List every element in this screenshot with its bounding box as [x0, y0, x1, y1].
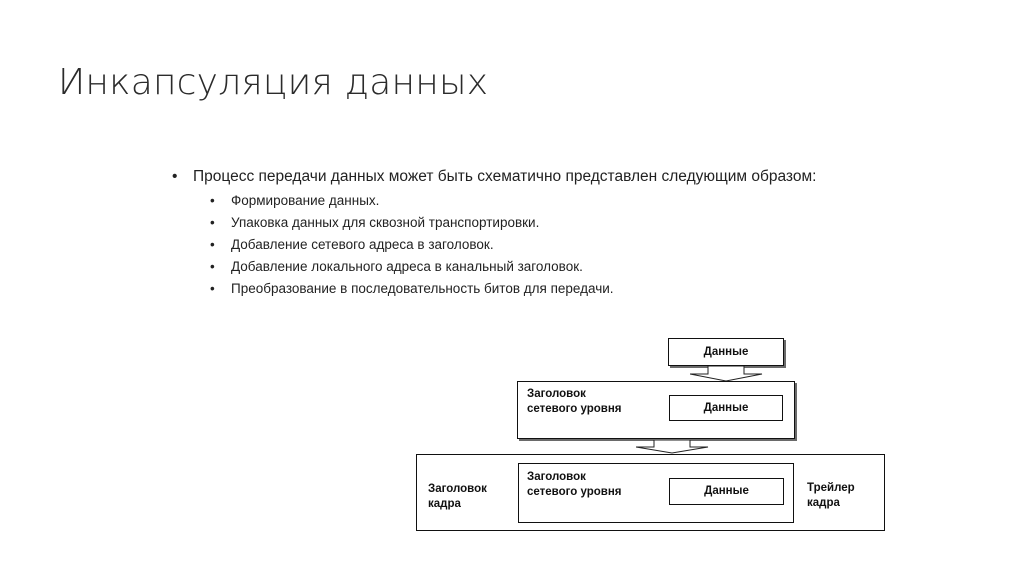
bullet-marker: •	[210, 237, 215, 252]
bullet-marker: •	[210, 281, 215, 296]
bullet-marker: •	[210, 193, 215, 208]
sub-bullet	[210, 234, 852, 256]
frame-header-label: Заголовок кадра	[428, 483, 487, 510]
sub-bullet-text: Преобразование в последовательность битов для передачи.	[231, 281, 614, 296]
bullet-marker: •	[210, 259, 215, 274]
data-box-label: Данные	[703, 401, 749, 414]
down-arrow-1-icon	[690, 366, 764, 382]
data-box-label: Данные	[703, 345, 749, 358]
bullet-list	[172, 167, 852, 300]
data-box-level1	[668, 338, 784, 366]
network-packet-box	[517, 381, 795, 439]
frame-box	[416, 454, 885, 531]
sub-bullet	[210, 212, 852, 234]
sub-bullet-text: Добавление локального адреса в канальный заголовок.	[231, 259, 583, 274]
sub-bullet-text: Упаковка данных для сквозной транспортировки.	[231, 215, 540, 230]
sub-bullet	[210, 190, 852, 212]
network-header-label: Заголовок сетевого уровня	[527, 388, 622, 415]
sub-bullet-list	[172, 190, 852, 300]
frame-trailer-label: Трейлер кадра	[807, 482, 855, 509]
main-bullet	[172, 167, 852, 186]
data-box-label: Данные	[704, 485, 749, 497]
data-box-level2	[669, 395, 783, 421]
sub-bullet	[210, 256, 852, 278]
network-packet-box-inner	[518, 463, 794, 523]
slide-title: Инкапсуляция данных	[58, 62, 489, 103]
bullet-marker: •	[172, 168, 178, 185]
bullet-marker: •	[210, 215, 215, 230]
network-header-label: Заголовок сетевого уровня	[527, 471, 622, 498]
data-box-level3	[669, 478, 784, 505]
sub-bullet	[210, 278, 852, 300]
main-bullet-text: Процесс передачи данных может быть схематично представлен следующим образом:	[193, 168, 817, 185]
sub-bullet-text: Формирование данных.	[231, 193, 380, 208]
sub-bullet-text: Добавление сетевого адреса в заголовок.	[231, 237, 494, 252]
